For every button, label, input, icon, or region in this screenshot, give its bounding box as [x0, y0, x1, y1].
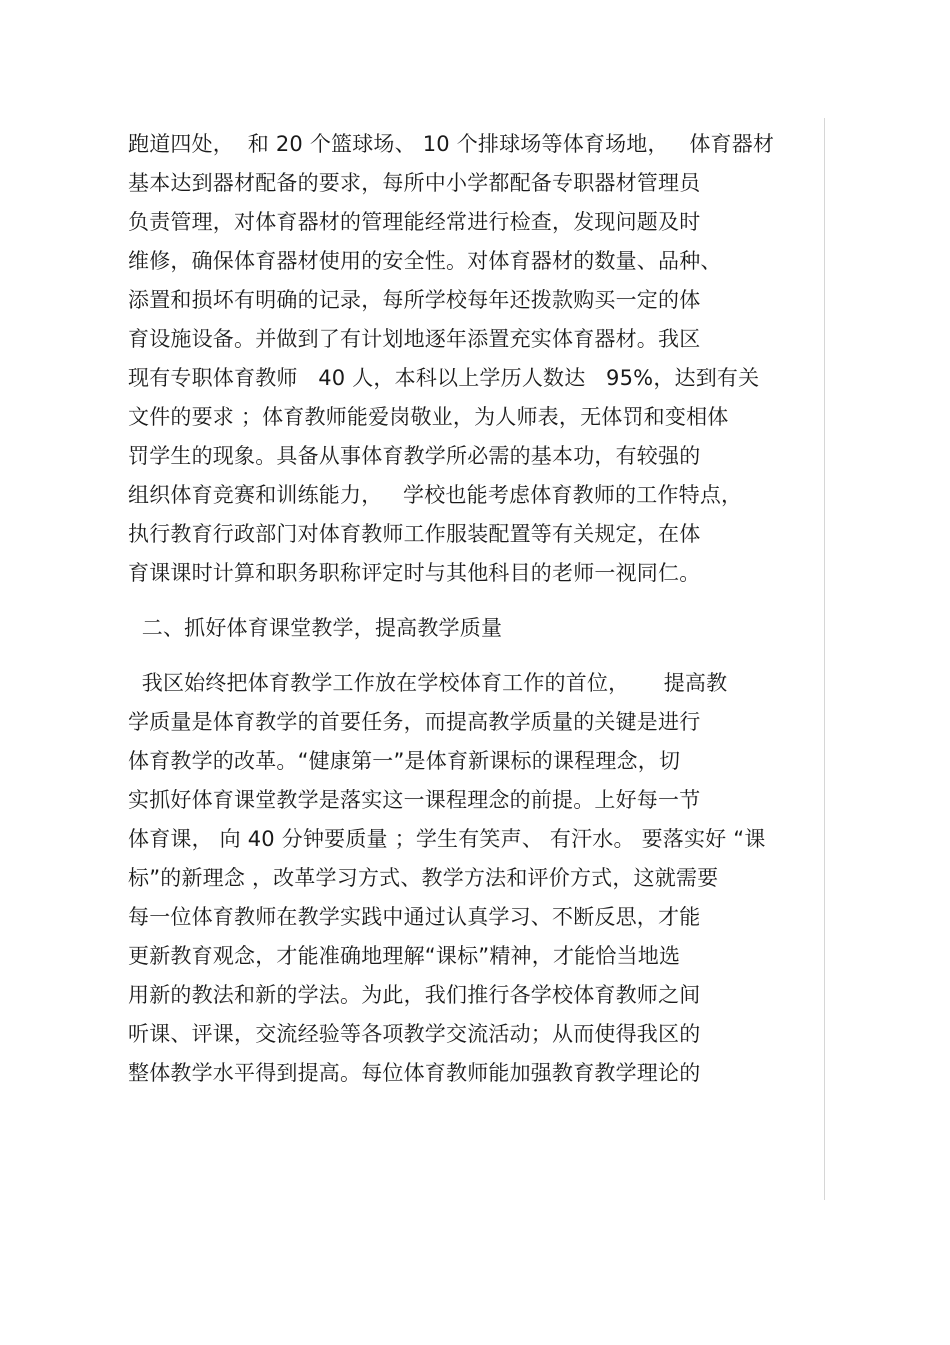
- text-line-15: 学质量是体育教学的首要任务，而提高教学质量的关键是进行: [128, 710, 701, 734]
- text-line-12: 育课课时计算和职务职称评定时与其他科目的老师一视同仁。: [128, 561, 701, 585]
- text-line-14: 我区始终把体育教学工作放在学校体育工作的首位， 提高教: [128, 671, 728, 695]
- text-line-20: 每一位体育教师在教学实践中通过认真学习、不断反思，才能: [128, 905, 701, 929]
- text-line-16: 体育教学的改革。“健康第一”是体育新课标的课程理念，切: [128, 749, 681, 773]
- text-line-7: 现有专职体育教师 40 人，本科以上学历人数达 95%，达到有关: [128, 366, 760, 390]
- document-body: [128, 125, 828, 1093]
- text-line-1: 跑道四处， 和 20 个篮球场、 10 个排球场等体育场地， 体育器材: [128, 132, 775, 156]
- text-line-21: 更新教育观念，才能准确地理解“课标”精神，才能恰当地选: [128, 944, 681, 968]
- text-line-22: 用新的教法和新的学法。为此，我们推行各学校体育教师之间: [128, 983, 701, 1007]
- text-line-19: 标”的新理念 ，改革学习方式、教学方法和评价方式，这就需要: [128, 866, 719, 890]
- text-line-3: 负责管理，对体育器材的管理能经常进行检查，发现问题及时: [128, 210, 701, 234]
- text-line-23: 听课、评课，交流经验等各项教学交流活动；从而使得我区的: [128, 1022, 701, 1046]
- text-line-9: 罚学生的现象。具备从事体育教学所必需的基本功，有较强的: [128, 444, 701, 468]
- text-line-5: 添置和损坏有明确的记录，每所学校每年还拨款购买一定的体: [128, 288, 701, 312]
- text-line-6: 育设施设备。并做到了有计划地逐年添置充实体育器材。我区: [128, 327, 701, 351]
- text-line-24: 整体教学水平得到提高。每位体育教师能加强教育教学理论的: [128, 1061, 701, 1085]
- text-line-8: 文件的要求 ；体育教师能爱岗敬业，为人师表，无体罚和变相体: [128, 405, 729, 429]
- text-line-18: 体育课， 向 40 分钟要质量 ；学生有笑声、 有汗水。 要落实好 “课: [128, 827, 766, 851]
- text-line-4: 维修，确保体育器材使用的安全性。对体育器材的数量、品种、: [128, 249, 722, 273]
- section-heading: 二、抓好体育课堂教学，提高教学质量: [128, 616, 503, 640]
- text-line-17: 实抓好体育课堂教学是落实这一课程理念的前提。上好每一节: [128, 788, 701, 812]
- text-line-10: 组织体育竞赛和训练能力， 学校也能考虑体育教师的工作特点，: [128, 483, 743, 507]
- text-line-2: 基本达到器材配备的要求，每所中小学都配备专职器材管理员: [128, 171, 701, 195]
- text-line-11: 执行教育行政部门对体育教师工作服装配置等有关规定，在体: [128, 522, 701, 546]
